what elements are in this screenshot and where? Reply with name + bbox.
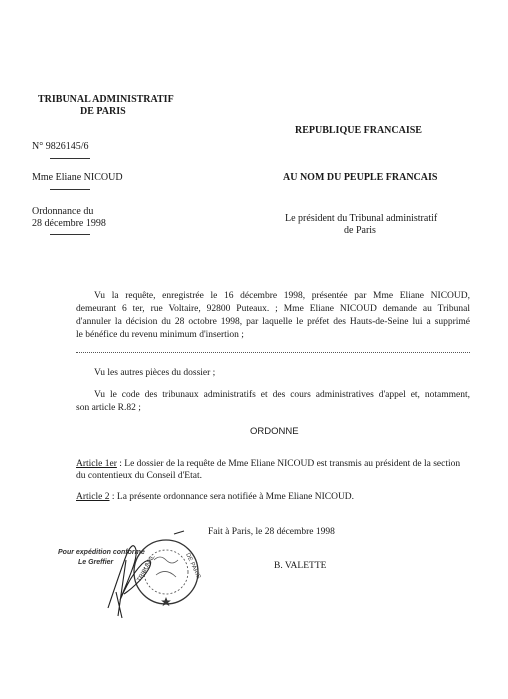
request-paragraph — [76, 290, 470, 342]
article1-line1 — [76, 459, 460, 469]
pieces-line: Vu les autres pièces du dossier ; — [94, 368, 216, 378]
article1-label: Article 1er — [76, 459, 117, 469]
certification-stamp-line1: Pour expédition conforme — [58, 549, 145, 556]
request-line: d'annuler la décision du 28 octobre 1998, par laquelle le préfet des Hauts-de-Seine lui a supprimé — [76, 317, 470, 327]
divider — [50, 189, 90, 190]
code-line: Vu le code des tribunaux administratifs et des cours administratives d'appel et, notamment, — [94, 390, 470, 400]
signatory-name: B. VALETTE — [274, 561, 327, 571]
case-number: N° 9826145/6 — [32, 141, 89, 152]
document-date: 28 décembre 1998 — [32, 218, 106, 229]
code-line: son article R.82 ; — [76, 403, 141, 413]
article2-line — [76, 492, 354, 502]
people-heading: AU NOM DU PEUPLE FRANCAIS — [283, 172, 438, 183]
president-line2: de Paris — [344, 225, 376, 236]
party-name: Mme Eliane NICOUD — [32, 172, 123, 183]
article2-label: Article 2 — [76, 492, 110, 502]
court-seal — [134, 540, 201, 606]
divider — [50, 234, 90, 235]
request-line: le bénéfice du revenu minimum d'insertion ; — [76, 330, 244, 340]
place-date: Fait à Paris, le 28 décembre 1998 — [208, 527, 335, 537]
request-line: Vu la requête, enregistrée le 16 décembre 1998, présentée par Mme Eliane NICOUD, — [94, 291, 470, 301]
court-name-line1: TRIBUNAL ADMINISTRATIF — [38, 94, 174, 105]
request-line: demeurant 6 ter, rue Voltaire, 92800 Puteaux. ; Mme Eliane NICOUD demande au Tribunal — [76, 304, 470, 314]
document-type: Ordonnance du — [32, 206, 94, 217]
president-line1: Le président du Tribunal administratif — [285, 213, 438, 224]
article2-text: : La présente ordonnance sera notifiée à Mme Eliane NICOUD. — [109, 492, 355, 502]
seal-text-left: TRIBUNAL — [136, 554, 157, 583]
dotted-separator — [76, 352, 470, 353]
code-paragraph — [76, 389, 470, 415]
article1-line2: du contentieux du Conseil d'Etat. — [76, 471, 202, 481]
court-name-line2: DE PARIS — [80, 106, 126, 117]
seal-text-right: DE PARIS — [184, 552, 202, 580]
certification-stamp-line2: Le Greffier — [78, 559, 114, 566]
article1-text: : Le dossier de la requête de Mme Eliane NICOUD est transmis au président de la section — [116, 459, 461, 469]
divider — [50, 158, 90, 159]
court-seal-and-signature-graphic — [96, 520, 216, 620]
republic-heading: REPUBLIQUE FRANCAISE — [295, 125, 422, 136]
ordonne-heading: ORDONNE — [250, 426, 299, 437]
